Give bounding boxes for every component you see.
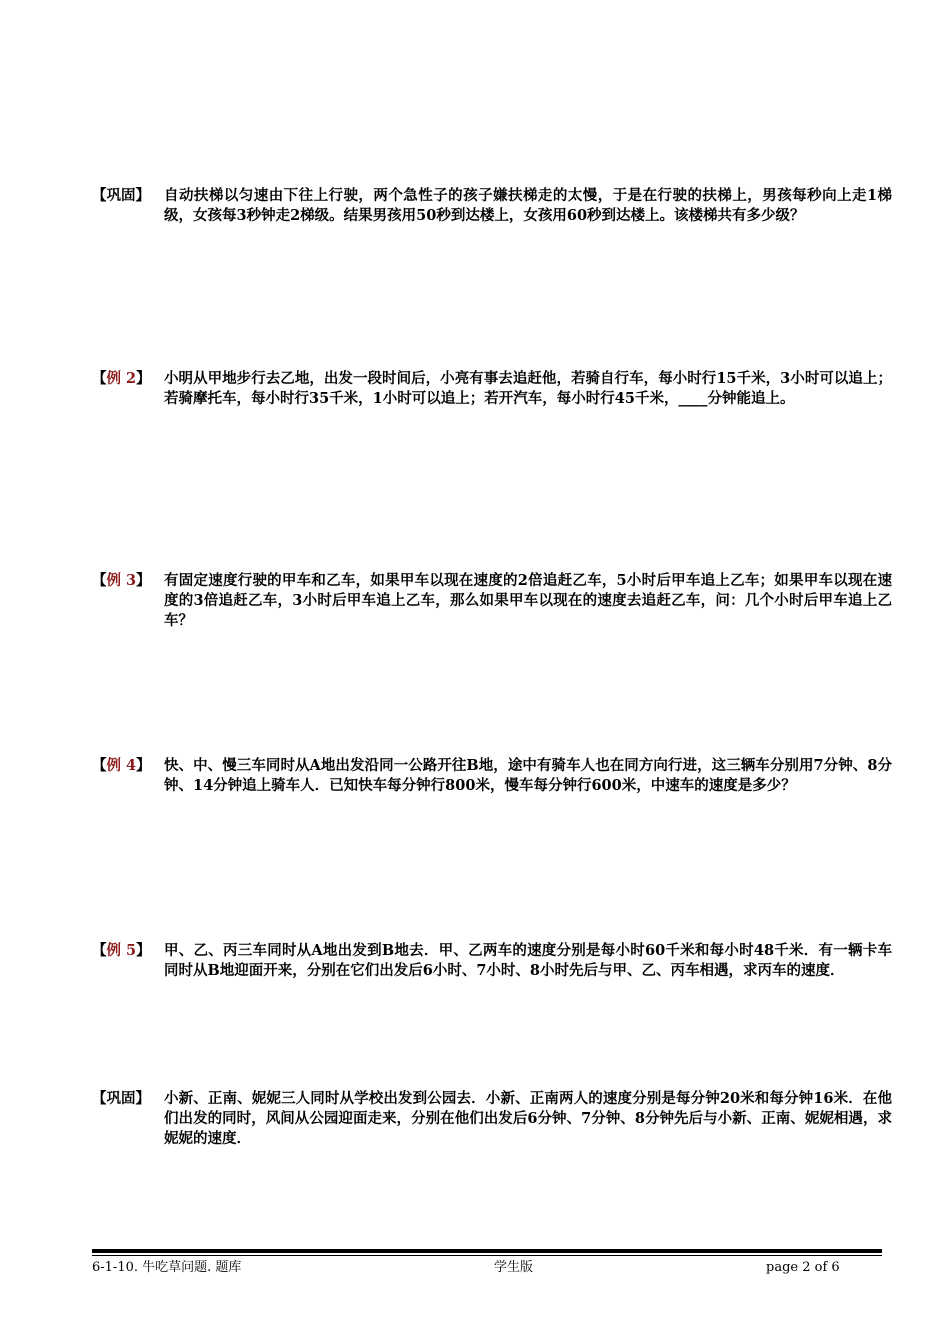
problem-tag: 【例 5】 bbox=[92, 942, 151, 959]
problem-text: 快、中、慢三车同时从A地出发沿同一公路开往B地，途中有骑车人也在同方向行进，这三辆车分别用7分钟、8分钟、14分钟追上骑车人．已知快车每分钟行800米，慢车每分钟行600米，中速车的速度是多少？ bbox=[164, 757, 892, 794]
problem-text: 小明从甲地步行去乙地，出发一段时间后，小亮有事去追赶他，若骑自行车，每小时行15千米，3小时可以追上；若骑摩托车，每小时行35千米，1小时可以追上；若开汽车，每小时行45千米，____分钟能追上。 bbox=[164, 370, 892, 407]
footer-page-number: page 2 of 6 bbox=[766, 1260, 840, 1275]
problem-text: 小新、正南、妮妮三人同时从学校出发到公园去．小新、正南两人的速度分别是每分钟20米和每分钟16米．在他们出发的同时，风间从公园迎面走来，分别在他们出发后6分钟、7分钟、8分钟先后与小新、正南、妮妮相遇，求妮妮的速度． bbox=[164, 1090, 892, 1147]
problem-tag: 【例 2】 bbox=[92, 370, 151, 387]
footer-document-name: 6-1-10. 牛吃草问题. 题库 bbox=[92, 1260, 242, 1275]
problem-tag: 【例 4】 bbox=[92, 757, 151, 774]
footer-divider bbox=[92, 1249, 882, 1253]
problem-tag: 【巩固】 bbox=[92, 1090, 150, 1107]
footer-divider-thin bbox=[92, 1255, 882, 1256]
footer-version: 学生版 bbox=[494, 1260, 534, 1275]
problem-tag: 【巩固】 bbox=[92, 187, 150, 204]
problem-text: 甲、乙、丙三车同时从A地出发到B地去．甲、乙两车的速度分别是每小时60千米和每小时48千米．有一辆卡车同时从B地迎面开来，分别在它们出发后6小时、7小时、8小时先后与甲、乙、丙车相遇，求丙车的速度． bbox=[164, 942, 892, 979]
problem-tag: 【例 3】 bbox=[92, 572, 151, 589]
problem-text: 有固定速度行驶的甲车和乙车，如果甲车以现在速度的2倍追赶乙车，5小时后甲车追上乙车；如果甲车以现在速度的3倍追赶乙车，3小时后甲车追上乙车，那么如果甲车以现在的速度去追赶乙车，问：几个小时后甲车追上乙车？ bbox=[164, 572, 892, 629]
problem-text: 自动扶梯以匀速由下往上行驶，两个急性子的孩子嫌扶梯走的太慢，于是在行驶的扶梯上，男孩每秒向上走1梯级，女孩每3秒钟走2梯级。结果男孩用50秒到达楼上，女孩用60秒到达楼上。该楼梯共有多少级？ bbox=[164, 187, 892, 224]
